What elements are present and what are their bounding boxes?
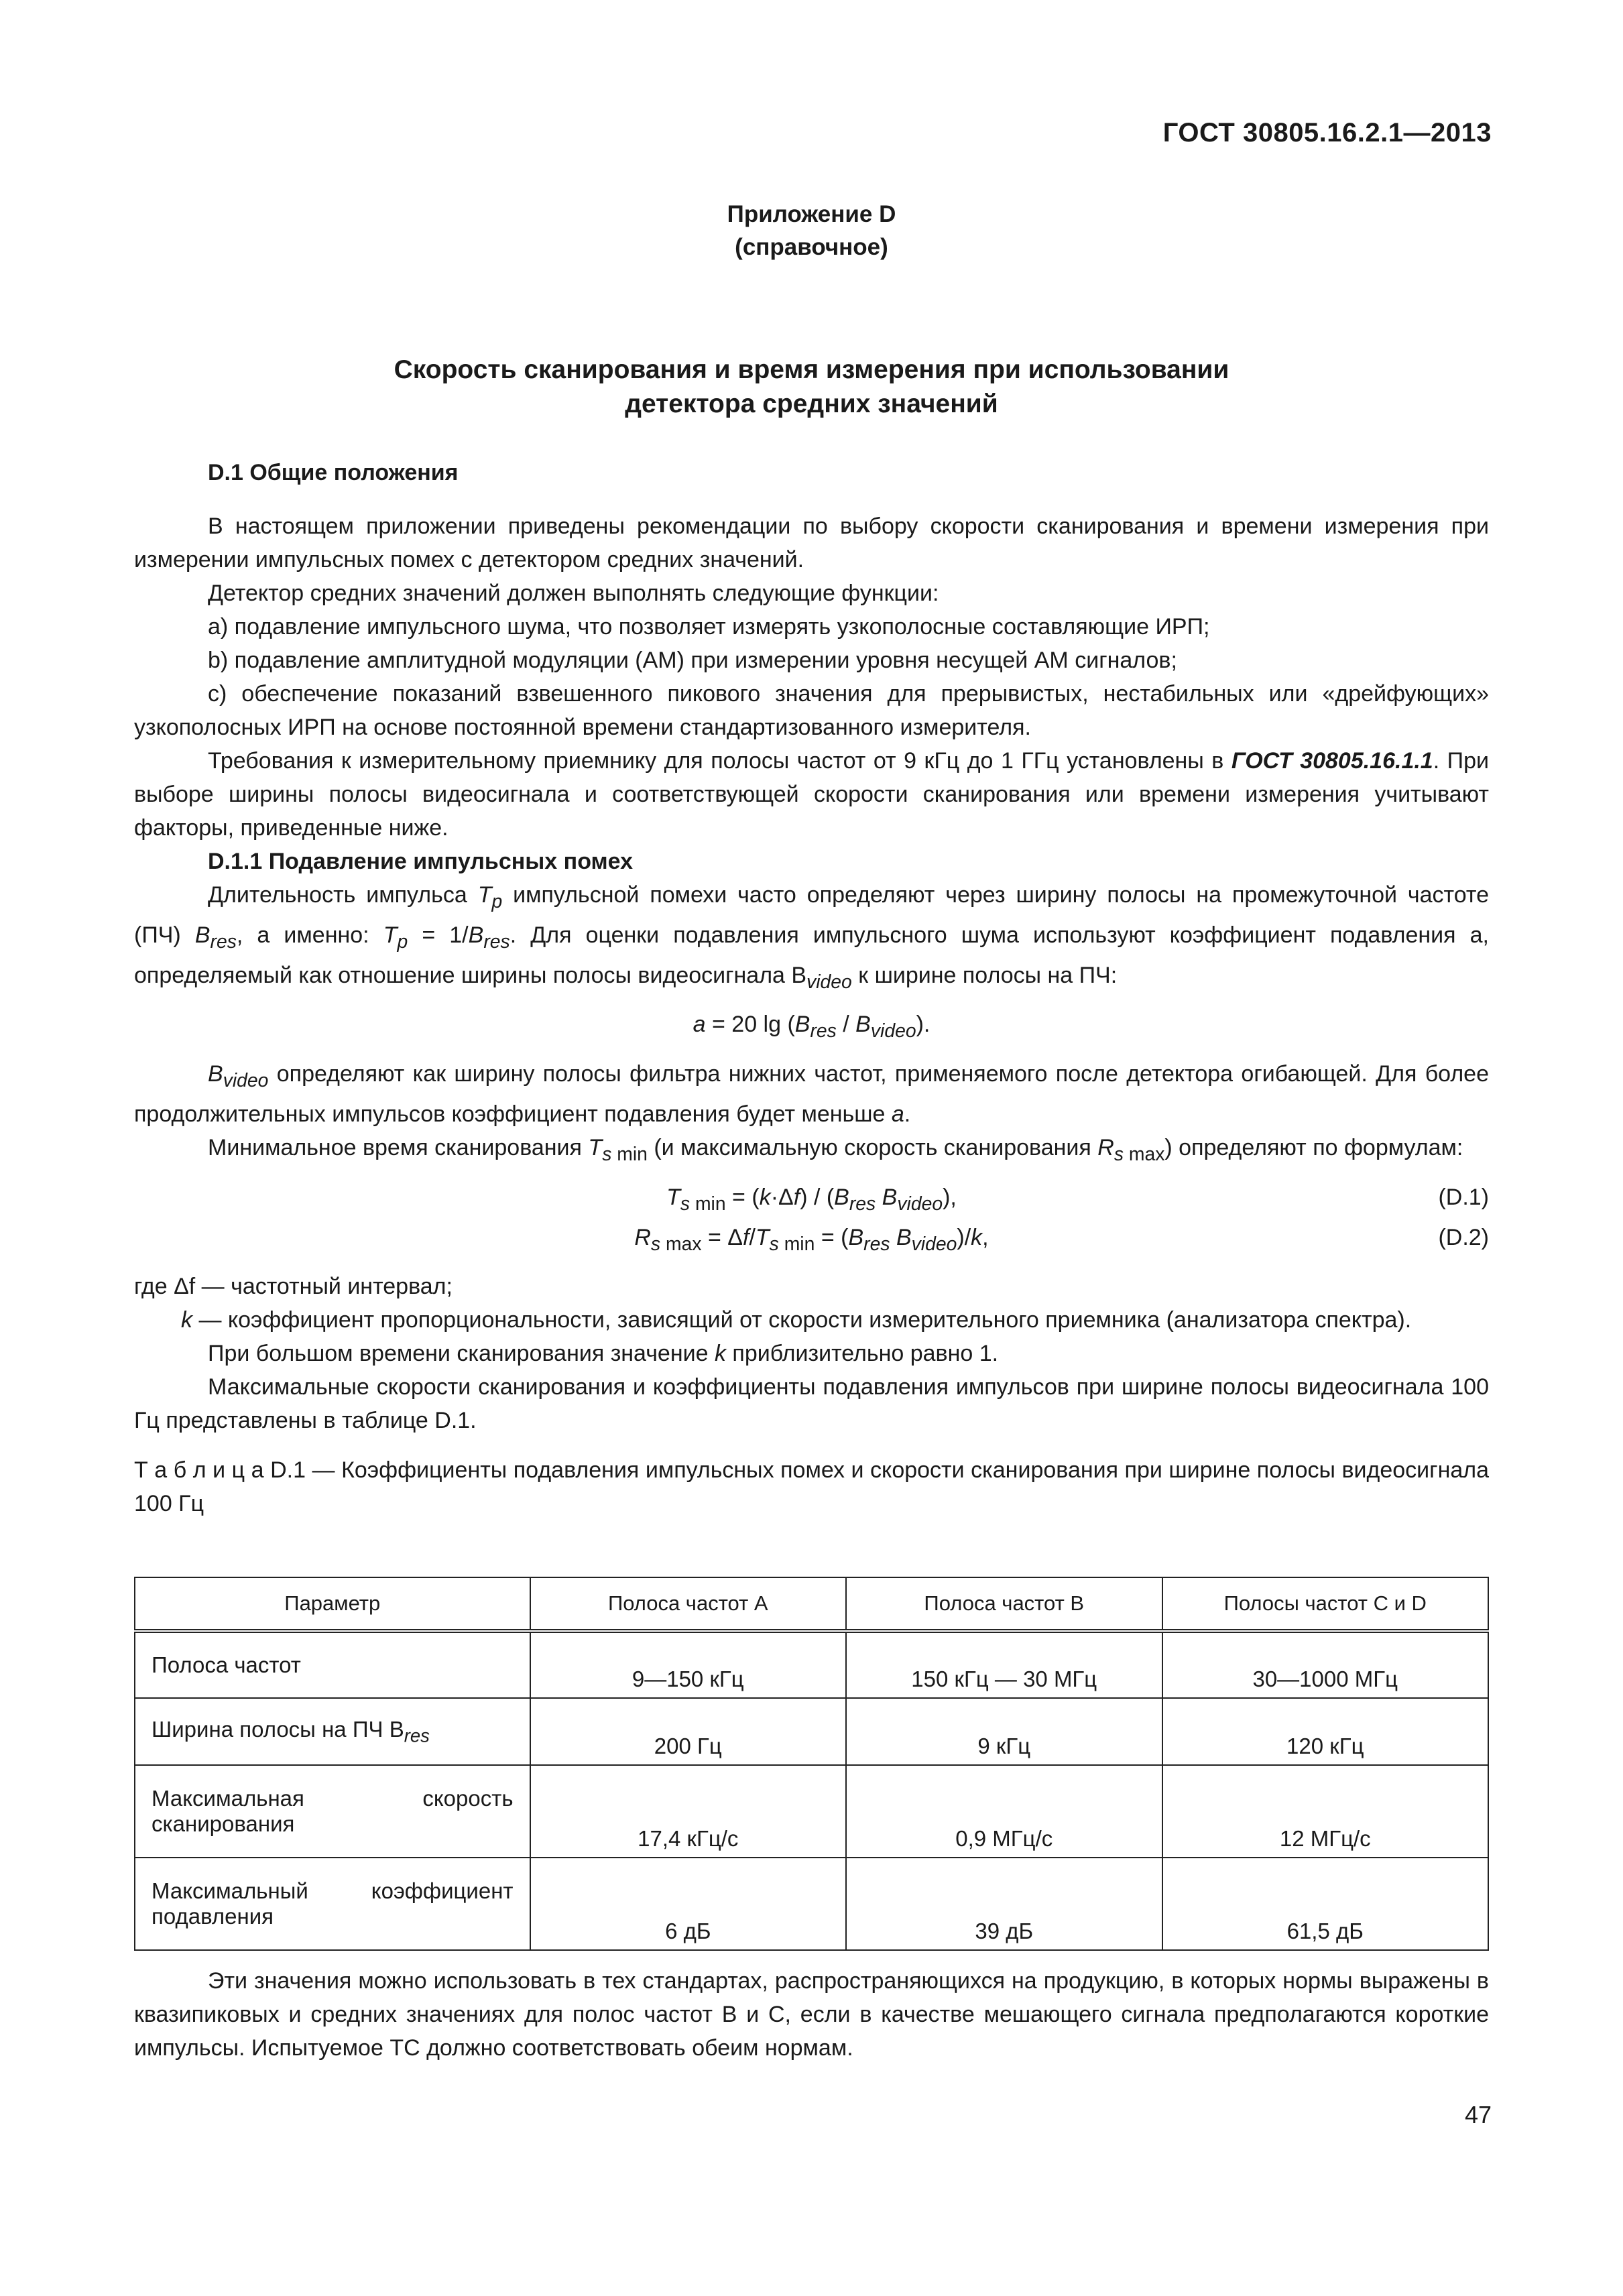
paragraph-intro: В настоящем приложении приведены рекомендации по выбору скорости сканирования и времени измерения при измерении импульсных помех с детектором средних значений. <box>134 513 1489 572</box>
table-header-cell: Полоса частот B <box>846 1577 1162 1631</box>
table-cell: 17,4 кГц/с <box>530 1765 846 1858</box>
page-number: 47 <box>1464 2101 1492 2128</box>
table-cell: 9 кГц <box>846 1698 1162 1765</box>
table-caption: Т а б л и ц а D.1 — Коэффициенты подавления импульсных помех и скорости сканирования при ширине полосы видеосигнала 100 Гц <box>134 1457 1490 1517</box>
paragraph-k-value: При большом времени сканирования значение k приблизительно равно 1. <box>208 1341 999 1367</box>
formula-d1: $T_s$ $_{min} = (k\cdot\Delta f) / (B_{res}$ $B_{video}$), (D.1) <box>134 1181 1489 1221</box>
document-title-line2: детектора средних значений <box>625 389 998 418</box>
annex-title: Приложение D <box>727 201 896 227</box>
paragraph-pulse-duration: Длительность импульса $T_p$ импульсной помехи часто определяют через ширину полосы на промежуточной частоте (ПЧ) $B_{res}$, а именно: $T_p = 1/B_{res}$. Для оценки подавления импульсного шума используют коэффициент подавления a, определяемый как отношение ширины полосы видеосигнала $B_{video}$ к ширине полосы на ПЧ: <box>134 882 1489 993</box>
standard-code-header: ГОСТ 30805.16.2.1—2013 <box>1162 118 1492 147</box>
paragraph-table-reference: Максимальные скорости сканирования и коэффициенты подавления импульсов при ширине полосы видеосигнала 100 Гц представлены в таблице D.1. <box>134 1374 1489 1434</box>
table-cell: 30—1000 МГц <box>1162 1631 1489 1698</box>
table-cell: 9—150 кГц <box>530 1631 846 1698</box>
table-cell: Максимальная скорость сканирования <box>135 1765 530 1858</box>
section-d1-heading: D.1 Общие положения <box>208 460 459 485</box>
where-k: k — коэффициент пропорциональности, зависящий от скорости измерительного приемника (анализатора спектра). <box>181 1307 1412 1333</box>
paragraph-detector-functions: Детектор средних значений должен выполнять следующие функции: <box>208 581 939 606</box>
standard-reference-link: ГОСТ 30805.16.1.1 <box>1231 748 1433 774</box>
list-item-c: c) обеспечение показаний взвешенного пикового значения для прерывистых, нестабильных или «дрейфующих» узкополосных ИРП на основе постоянной времени стандартизованного измерителя. <box>134 681 1489 740</box>
table-cell: Ширина полосы на ПЧ $B_{res}$ <box>135 1698 530 1765</box>
annex-subtitle: (справочное) <box>735 234 888 260</box>
paragraph-requirements: Требования к измерительному приемнику для полосы частот от 9 кГц до 1 ГГц установлены в ГОСТ 30805.16.1.1. При выборе ширины полосы видеосигнала и соответствующей скорости сканирования или времени измерения учитывают факторы, приведенные ниже. <box>134 748 1489 841</box>
paragraph-bvideo: $B_{video}$ определяют как ширину полосы фильтра нижних частот, применяемого после детектора огибающей. Для более продолжительных импульсов коэффициент подавления будет меньше a. <box>134 1061 1489 1127</box>
table-cell: 61,5 дБ <box>1162 1858 1489 1950</box>
list-item-a: a) подавление импульсного шума, что позволяет измерять узкополосные составляющие ИРП; <box>208 614 1210 640</box>
table-header-row <box>135 1577 1488 1631</box>
table-cell: Полоса частот <box>135 1631 530 1698</box>
table-row <box>135 1698 1488 1765</box>
formula-d2-number: (D.2) <box>1438 1224 1489 1250</box>
table-cell: 200 Гц <box>530 1698 846 1765</box>
table-row <box>135 1631 1488 1698</box>
formula-d2: $R_s$ $_{max} = \Delta f/T_s$ $_{min} = (B_{res}$ $B_{video})/k$, (D.2) <box>134 1221 1489 1261</box>
table-cell: 150 кГц — 30 МГц <box>846 1631 1162 1698</box>
table-cell: 0,9 МГц/с <box>846 1765 1162 1858</box>
table-cell: 39 дБ <box>846 1858 1162 1950</box>
table-cell: 120 кГц <box>1162 1698 1489 1765</box>
table-cell: 12 МГц/с <box>1162 1765 1489 1858</box>
table-cell: 6 дБ <box>530 1858 846 1950</box>
section-d11-heading: D.1.1 Подавление импульсных помех <box>208 849 634 874</box>
formula-d1-number: (D.1) <box>1438 1184 1489 1210</box>
list-item-b: b) подавление амплитудной модуляции (АМ) при измерении уровня несущей АМ сигналов; <box>208 648 1177 673</box>
table-row <box>135 1858 1488 1950</box>
table-header-cell: Полоса частот A <box>530 1577 846 1631</box>
document-title-line1: Скорость сканирования и время измерения при использовании <box>394 355 1229 384</box>
table-cell: Максимальный коэффициент подавления <box>135 1858 530 1950</box>
where-delta-f: где Δf — частотный интервал; <box>134 1274 453 1300</box>
paragraph-min-scan-time: Минимальное время сканирования $T_s$ $_{min}$ (и максимальную скорость сканирования $R_s$ $_{max}$) определяют по формулам: <box>208 1134 1463 1165</box>
suppression-table <box>134 1577 1489 1951</box>
formula-suppression-factor: a = 20 $\lg (B_{res} / B_{video})$. <box>693 1012 930 1042</box>
paragraph-closing: Эти значения можно использовать в тех стандартах, распространяющихся на продукцию, в которых нормы выражены в квазипиковых и средних значениях для полос частот B и C, если в качестве мешающего сигнала предполагаются короткие импульсы. Испытуемое ТС должно соответствовать обеим нормам. <box>134 1968 1489 2061</box>
main-text <box>134 456 1489 1520</box>
table-header-cell: Полосы частот C и D <box>1162 1577 1489 1631</box>
table-header-cell: Параметр <box>135 1577 530 1631</box>
closing-text <box>134 1964 1489 2065</box>
table-row <box>135 1765 1488 1858</box>
